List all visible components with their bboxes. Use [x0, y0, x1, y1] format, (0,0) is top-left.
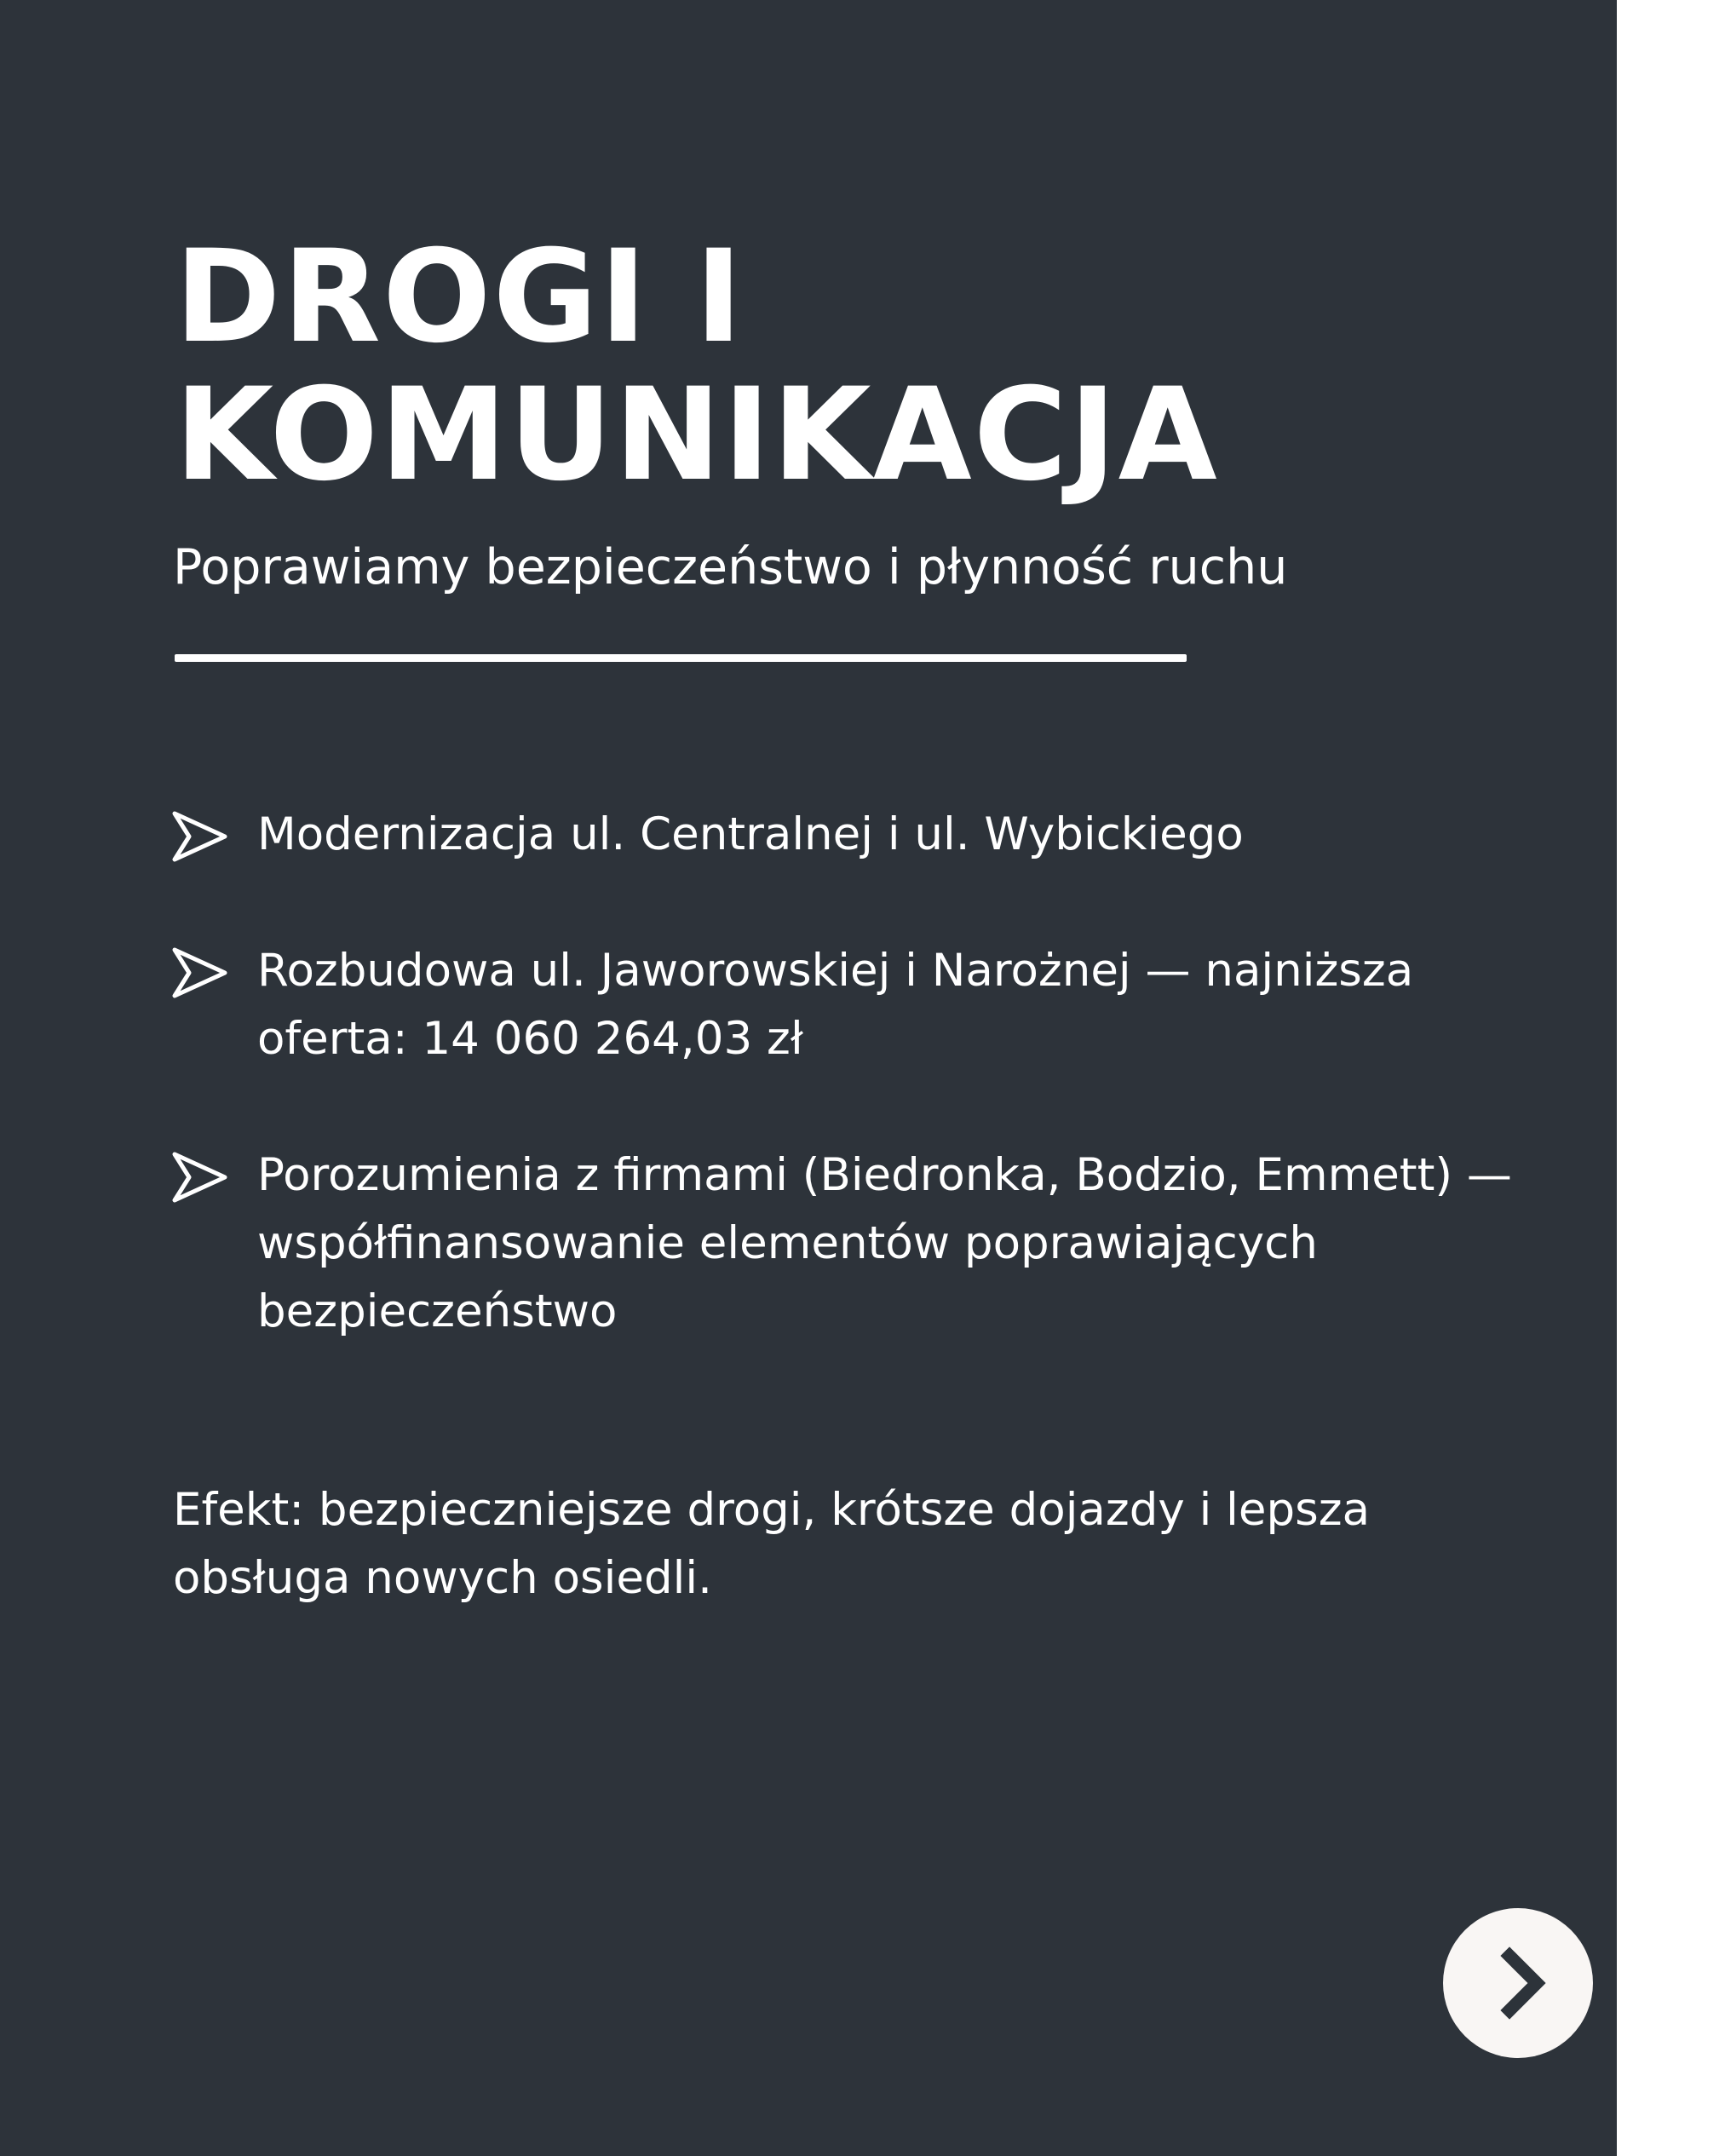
- page-title: [175, 223, 1219, 509]
- title-line-2: KOMUNIKACJA: [175, 361, 1219, 509]
- bullet-text: Rozbudowa ul. Jaworowskiej i Narożnej — najniższa oferta: 14 060 264,03 zł: [257, 945, 1414, 1065]
- bullet-text: Modernizacja ul. Centralnej i ul. Wybickiego: [257, 808, 1244, 860]
- effect-summary: Efekt: bezpieczniejsze drogi, krótsze dojazdy i lepsza obsługa nowych osiedli.: [173, 1484, 1371, 1604]
- bullet-item: [170, 937, 1567, 1073]
- bullet-text: Porozumienia z firmami (Biedronka, Bodzio, Emmett) — współfinansowanie elementów poprawiających bezpieczeństwo: [257, 1149, 1512, 1337]
- divider: [175, 654, 1187, 662]
- bullet-list: [170, 801, 1567, 1414]
- arrow-outline-icon: [170, 1150, 230, 1204]
- bullet-item: [170, 801, 1567, 869]
- bullet-item: [170, 1141, 1567, 1346]
- subtitle: Poprawiamy bezpieczeństwo i płynność ruchu: [173, 539, 1288, 595]
- arrow-outline-icon: [170, 809, 230, 864]
- title-line-1: DROGI I: [175, 223, 745, 371]
- chevron-right-icon: [1481, 1942, 1562, 2024]
- arrow-outline-icon: [170, 946, 230, 1000]
- next-button[interactable]: [1443, 1908, 1593, 2058]
